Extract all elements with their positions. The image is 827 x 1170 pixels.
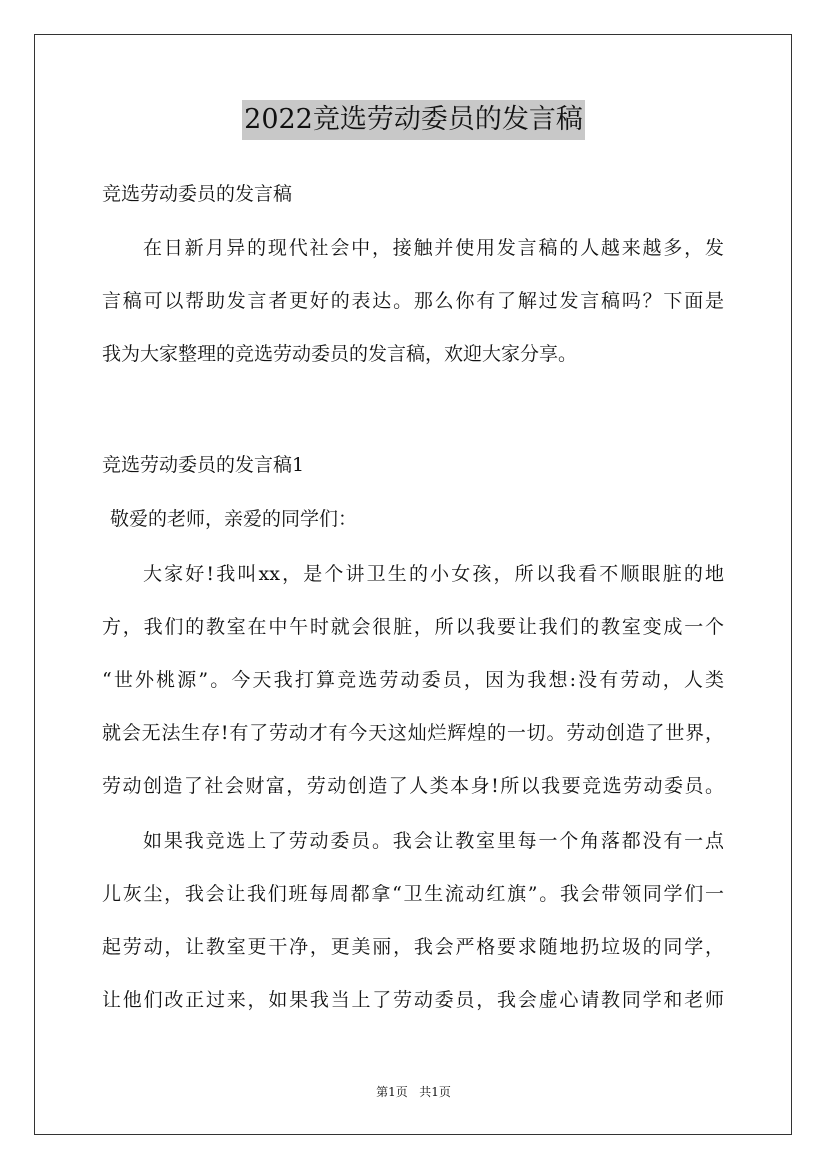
para2-line-1: 如果我竞选上了劳动委员。我会让教室里每一个角落都没有一点 [143, 830, 724, 852]
para1-line-1: 大家好!我叫xx，是个讲卫生的小女孩，所以我看不顺眼脏的地 [143, 563, 724, 585]
para2-line-3: 起劳动，让教室更干净，更美丽，我会严格要求随地扔垃圾的同学， [102, 936, 724, 958]
para1-line-3: “世外桃源”。今天我打算竞选劳动委员，因为我想:没有劳动，人类 [102, 669, 724, 691]
page-number: 第1页 [376, 1085, 408, 1099]
page-footer [0, 1084, 827, 1100]
para1-line-2: 方，我们的教室在中午时就会很脏，所以我要让我们的教室变成一个 [102, 616, 724, 638]
intro-line-2: 言稿可以帮助发言者更好的表达。那么你有了解过发言稿吗？下面是 [102, 290, 724, 312]
document-title: 2022竞选劳动委员的发言稿 [242, 100, 585, 140]
para1-line-4: 就会无法生存!有了劳动才有今天这灿烂辉煌的一切。劳动创造了世界， [102, 722, 724, 744]
para1-line-5: 劳动创造了社会财富，劳动创造了人类本身!所以我要竞选劳动委员。 [102, 775, 724, 797]
intro-line-1: 在日新月异的现代社会中，接触并使用发言稿的人越来越多，发 [143, 237, 724, 259]
salutation: 敬爱的老师，亲爱的同学们： [110, 508, 358, 530]
page-total: 共1页 [419, 1085, 451, 1099]
subtitle: 竞选劳动委员的发言稿 [102, 183, 293, 205]
para2-line-4: 让他们改正过来，如果我当上了劳动委员，我会虚心请教同学和老师 [102, 989, 724, 1011]
intro-line-3: 我为大家整理的竞选劳动委员的发言稿，欢迎大家分享。 [102, 343, 578, 365]
para2-line-2: 儿灰尘，我会让我们班每周都拿“卫生流动红旗”。我会带领同学们一 [102, 883, 724, 905]
title-container [0, 100, 827, 140]
section-heading: 竞选劳动委员的发言稿1 [102, 454, 305, 476]
